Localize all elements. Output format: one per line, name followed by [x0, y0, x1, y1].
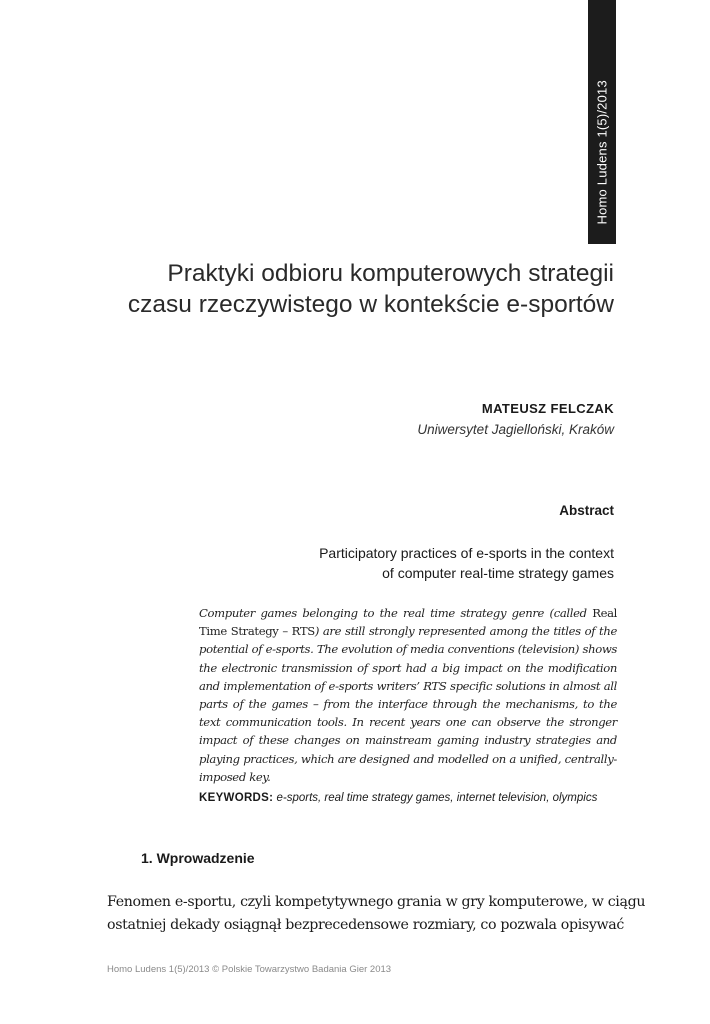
body-line: ostatniej dekady osiągnął bezprecedensowe rozmiary, co pozwala opisywać: [107, 917, 624, 933]
article-title: [74, 258, 614, 320]
abstract-body-text: ) are still strongly represented among the titles of the potential of e-sports. The evolution of media conventions (television) shows the electronic transmission of sport had a big impact on the modification and implementation of e-sports writers’ RTS specific solutions in almost all parts of the games – from the interface through the mechanisms, to the text communication tools. In recent years one can observe the stronger impact of these changes on mainstream gaming industry strategies and playing practices, which are designed and modelled on a unified, centrally-imposed key.: [199, 624, 617, 784]
abstract-title-line: of computer real-time strategy games: [382, 565, 614, 581]
journal-tab: [588, 0, 616, 244]
abstract-heading: Abstract: [559, 503, 614, 518]
section-heading: 1. Wprowadzenie: [141, 850, 255, 866]
keywords-list: e-sports, real time strategy games, internet television, olympics: [276, 792, 598, 804]
body-paragraph: [107, 891, 646, 937]
author-name: MATEUSZ FELCZAK: [481, 401, 614, 416]
author-affiliation: Uniwersytet Jagielloński, Kraków: [417, 422, 614, 437]
keywords-label: KEYWORDS:: [199, 792, 274, 804]
abstract-body-term: Real Time Strategy – RTS: [199, 606, 617, 639]
keywords: [199, 792, 597, 804]
abstract-title: [234, 543, 614, 583]
abstract-body: [199, 604, 617, 786]
body-line: Fenomen e-sportu, czyli kompetytywnego grania w gry komputerowe, w ciągu: [107, 894, 646, 910]
article-title-line: Praktyki odbioru komputerowych strategii: [167, 260, 614, 287]
article-title-line: czasu rzeczywistego w kontekście e-sportów: [127, 291, 614, 318]
journal-tab-label: Homo Ludens 1(5)/2013: [594, 80, 610, 225]
abstract-title-line: Participatory practices of e-sports in the context: [319, 545, 614, 561]
page-footer: Homo Ludens 1(5)/2013 © Polskie Towarzystwo Badania Gier 2013: [107, 964, 392, 975]
abstract-body-text: Computer games belonging to the real time strategy genre (called: [199, 606, 593, 620]
